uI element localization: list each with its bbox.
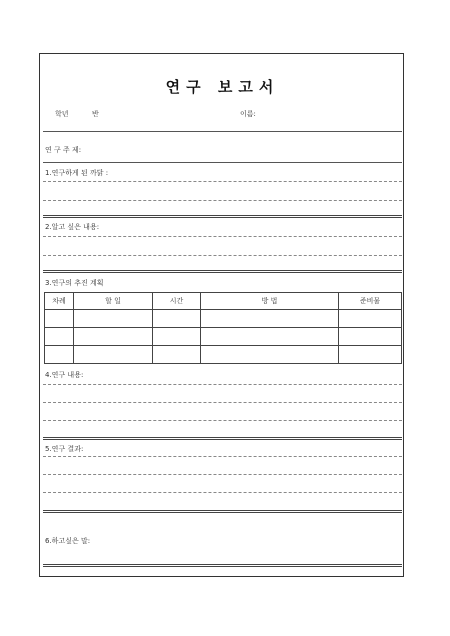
column-header-time: 시간 <box>153 293 201 310</box>
section-want-label: 2.알고 싶은 내용: <box>45 223 100 231</box>
column-header-task: 할 일 <box>74 293 153 310</box>
table-cell[interactable] <box>74 310 153 328</box>
table-cell[interactable] <box>45 346 74 364</box>
writing-line <box>43 255 402 256</box>
writing-line <box>43 492 402 493</box>
column-header-order: 차례 <box>45 293 74 310</box>
table-row <box>45 346 402 364</box>
column-header-materials: 준비물 <box>339 293 402 310</box>
writing-line <box>43 236 402 237</box>
name-label: 이름: <box>240 110 256 118</box>
section-divider <box>43 270 402 273</box>
table-cell[interactable] <box>201 328 339 346</box>
writing-line <box>43 402 402 403</box>
table-cell[interactable] <box>74 346 153 364</box>
table-cell[interactable] <box>153 346 201 364</box>
writing-line <box>43 200 402 201</box>
grade-label: 학년 <box>55 110 69 118</box>
table-cell[interactable] <box>339 328 402 346</box>
class-label: 반 <box>92 110 99 118</box>
section-reason-label: 1.연구하게 된 까닭 : <box>45 169 109 177</box>
table-cell[interactable] <box>74 328 153 346</box>
plan-table-header <box>45 293 402 310</box>
section-plan-label: 3.연구의 추진 계획 <box>45 279 104 287</box>
report-form <box>39 53 404 577</box>
table-cell[interactable] <box>201 310 339 328</box>
writing-line <box>43 384 402 385</box>
writing-line <box>43 420 402 421</box>
table-cell[interactable] <box>45 310 74 328</box>
table-cell[interactable] <box>45 328 74 346</box>
section-result-label: 5.연구 결과: <box>45 445 84 453</box>
header-divider <box>43 131 402 132</box>
table-row <box>45 310 402 328</box>
section-words-label: 6.하고싶은 말: <box>45 537 91 545</box>
column-header-method: 방 법 <box>201 293 339 310</box>
section-divider <box>43 437 402 440</box>
table-cell[interactable] <box>339 310 402 328</box>
table-cell[interactable] <box>153 310 201 328</box>
writing-line <box>43 474 402 475</box>
section-divider <box>43 510 402 513</box>
table-cell[interactable] <box>201 346 339 364</box>
table-cell[interactable] <box>339 346 402 364</box>
table-cell[interactable] <box>153 328 201 346</box>
writing-line <box>43 181 402 182</box>
form-title: 연구 보고서 <box>165 78 280 96</box>
section-divider <box>43 564 402 567</box>
topic-label: 연 구 주 제: <box>45 146 82 154</box>
writing-line <box>43 456 402 457</box>
section-divider <box>43 215 402 218</box>
topic-divider <box>43 162 402 163</box>
section-content-label: 4.연구 내용: <box>45 371 84 379</box>
table-row <box>45 328 402 346</box>
plan-table <box>44 292 402 364</box>
